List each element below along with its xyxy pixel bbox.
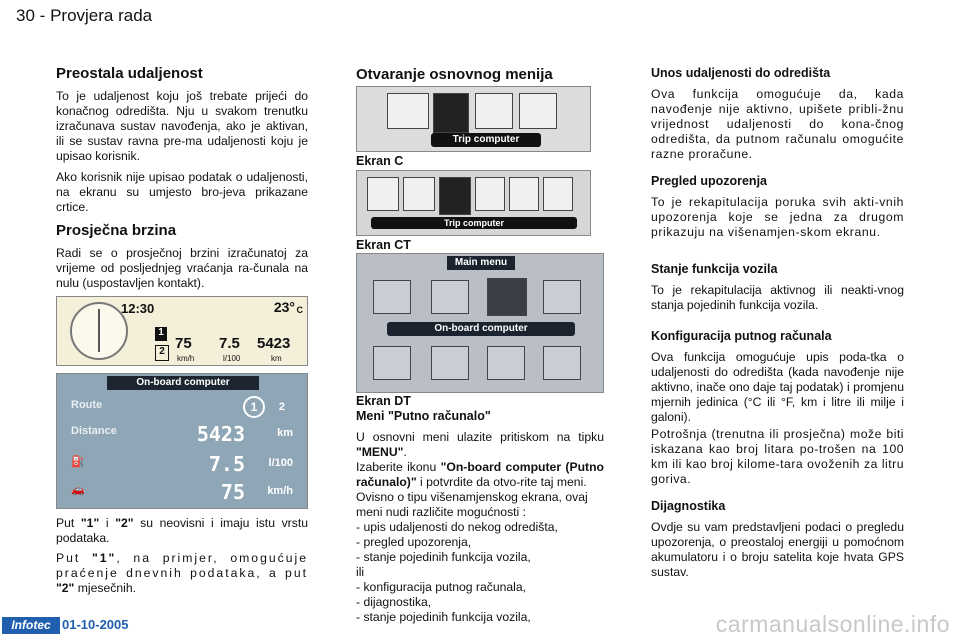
distance-entry-text: Ova funkcija omogućuje da, kada navođenje nije aktivno, upišete pribli-žnu vrijednost udaljenosti do kona-čnog odredišta, da putnom računalu omogućite razne proračune. (651, 87, 904, 161)
tools-icon (543, 280, 581, 314)
text-run-bold: "2" (115, 516, 134, 530)
list-item: - stanje pojedinih funkcija vozila, (356, 610, 531, 624)
page-number: 30 (16, 6, 35, 25)
menu-paragraph-2 (356, 460, 604, 490)
remaining-distance-title: Preostala udaljenost (56, 65, 203, 82)
text-run: su neovisni i imaju istu vrstu podataka. (56, 516, 308, 545)
obc-row-unit: km/h (267, 485, 293, 497)
diagnostics-title: Dijagnostika (651, 499, 726, 513)
consumption-unit: l/100 (223, 354, 241, 363)
list-item: - pregled upozorenja, (356, 535, 472, 549)
screen-ct-image (356, 170, 591, 236)
outside-temperature: 23° (273, 299, 295, 315)
obc-title: On-board computer (107, 376, 259, 390)
settings-sliders-icon (543, 177, 573, 211)
navigation-icon (373, 280, 411, 314)
car-icon: 🚗 (71, 484, 85, 496)
obc-row-distance (67, 422, 297, 444)
computer-config-title: Konfiguracija putnog računala (651, 329, 832, 343)
phone-icon (509, 177, 539, 211)
speed-value: 75 (175, 335, 192, 352)
phone-icon (519, 93, 557, 129)
diagnostics-text: Ovdje su vam predstavljeni podaci o pregledu upozorenja, o preostaloj energiji u pomoćnom akumulatoru i o broju satelita koje hvata GPS sustav. (651, 520, 904, 579)
vehicle-status-text: To je rekapitulacija aktivnog ili neakti-vnog stanja pojedinih funkcija vozila. (651, 283, 904, 312)
obc-row-label: Distance (71, 425, 117, 437)
screen-dt-label: On-board computer (387, 322, 575, 336)
screen-dt-caption: Ekran DT (356, 394, 411, 408)
text-run: . (403, 445, 407, 459)
remaining-distance-text-1: To je udaljenost koju još trebate prijeći do konačnog odredišta. Nju u svakom trenutku izračunava sustav navođenja, ako je aktivan, ili se sustav ravna pre-ma udaljenosti koju je upisao korisnik. (56, 89, 308, 163)
screen-c-image (356, 86, 591, 152)
infotec-logo: Infotec (2, 617, 60, 634)
text-run: , na primjer, omogućuje praćenje dnevnih podataka, a put (56, 551, 308, 580)
vehicle-status-title: Stanje funkcija vozila (651, 262, 778, 276)
consumption-value: 7.5 (219, 335, 240, 352)
text-run: Izaberite ikonu (356, 460, 441, 474)
obc-row-speed (67, 480, 297, 502)
text-run-bold: "MENU" (356, 445, 404, 459)
distance-unit: km (271, 354, 282, 363)
computer-config-text-1: Ova funkcija omogućuje upis poda-tka o udaljenosti do odredišta (kada navođenje nije aktivno, inače ono daje taj podatak) i promjenu mjernih jedinica (°C ili °F, km i litre ili milje i galoni). (651, 350, 904, 424)
obc-row-value: 75 (220, 480, 245, 504)
phone-icon (373, 346, 411, 380)
distance-value: 5423 (257, 335, 291, 352)
route-paragraph-1 (56, 516, 308, 546)
screen-c-caption: Ekran C (356, 154, 404, 168)
remaining-distance-text-2: Ako korisnik nije upisao podatak o udaljenosti, na ekranu su umjesto bro-jeva prikazane crtice. (56, 170, 308, 214)
screen-dt-image (356, 253, 604, 393)
obc-row-value: 5423 (196, 422, 245, 446)
footer-date: 01-10-2005 (62, 617, 129, 632)
route-paragraph-2 (56, 551, 308, 596)
list-icon (475, 177, 505, 211)
music-icon (431, 280, 469, 314)
middle-column-text (356, 394, 604, 625)
menu-paragraph-3: Ovisno o tipu višenamjenskog ekrana, ovaj meni nudi različite mogućnosti : (356, 490, 588, 519)
options-list (356, 520, 604, 625)
text-run: Put (56, 551, 92, 565)
text-run: i potvrdite da otvo-rite taj meni. (416, 475, 587, 489)
settings-sliders-icon (431, 346, 469, 380)
screen-ct-caption: Ekran CT (356, 238, 411, 252)
music-icon (387, 93, 429, 129)
list-item: - konfiguracija putnog računala, (356, 580, 527, 594)
menu-title: Meni "Putno računalo" (356, 409, 491, 423)
main-menu-header: Main menu (447, 256, 515, 270)
multifunction-display-image (56, 296, 308, 366)
text-run: mjesečnih. (74, 581, 136, 595)
obc-row-consumption (67, 452, 297, 474)
screen-ct-label: Trip computer (371, 217, 577, 229)
text-run: i (99, 516, 116, 530)
watermark: carmanualsonline.info (715, 611, 950, 637)
average-speed-text: Radi se o prosječnoj brzini izračunatoj za vrijeme od posljednjeg vraćanja ra-čunala na nulu (uspostavljen kontakt). (56, 246, 308, 290)
temperature-unit: C (296, 305, 303, 315)
computer-icon (487, 278, 527, 316)
fuel-icon: ⛽ (71, 456, 85, 468)
route-description (56, 516, 308, 602)
open-main-menu-title: Otvaranje osnovnog menija (356, 66, 553, 83)
speed-unit: km/h (177, 354, 195, 363)
text-run-bold: "2" (56, 581, 75, 595)
music-icon (403, 177, 435, 211)
obc-row-label: Route (71, 399, 103, 411)
text-run: Put (56, 516, 81, 530)
route-1-badge: 1 (243, 396, 265, 418)
obc-row-route (67, 396, 297, 418)
fuel-pump-icon (439, 177, 471, 215)
trip-2-tag: 2 (155, 345, 169, 361)
list-item: ili (356, 565, 365, 579)
text-run-bold: "1" (92, 551, 117, 565)
section-title: Provjera rada (50, 6, 153, 25)
trip-1-tag: 1 (155, 327, 167, 341)
left-column (56, 66, 308, 324)
list-item: - stanje pojedinih funkcija vozila, (356, 550, 531, 564)
screen-c-label: Trip computer (431, 133, 541, 147)
navigation-icon (367, 177, 399, 211)
map-icon (487, 346, 525, 380)
text-run-bold: "On-board computer (Putno računalo)" (356, 460, 604, 489)
clock-time: 12:30 (121, 301, 155, 316)
list-item: - dijagnostika, (356, 595, 432, 609)
right-column (651, 66, 904, 586)
video-icon (543, 346, 581, 380)
page-header (16, 6, 152, 26)
warnings-title: Pregled upozorenja (651, 174, 767, 188)
route-2-label: 2 (278, 401, 285, 413)
list-item: - upis udaljenosti do nekog odredišta, (356, 520, 558, 534)
settings-sliders-icon (475, 93, 513, 129)
on-board-computer-display-image (56, 373, 308, 509)
obc-row-unit: l/100 (268, 457, 293, 469)
warnings-text: To je rekapitulacija poruka svih akti-vnih upozorenja koje se jedna za drugom prikazuju na višenamjen-skom ekranu. (651, 195, 904, 239)
menu-paragraph-1 (356, 430, 604, 460)
computer-config-text-2: Potrošnja (trenutna ili prosječna) može biti iskazana kao broj litara po-trošen na 100 km ili kao broj kilome-tara ovoženih za litru goriva. (651, 427, 904, 486)
fuel-pump-icon (433, 93, 469, 133)
distance-entry-title: Unos udaljenosti do odredišta (651, 66, 831, 80)
text-run: U osnovni meni ulazite pritiskom na tipku (356, 430, 604, 444)
obc-row-value: 7.5 (208, 452, 245, 476)
header-separator: - (39, 6, 46, 25)
obc-row-unit: km (277, 427, 293, 439)
text-run-bold: "1" (80, 516, 100, 530)
average-speed-title: Prosječna brzina (56, 222, 177, 239)
